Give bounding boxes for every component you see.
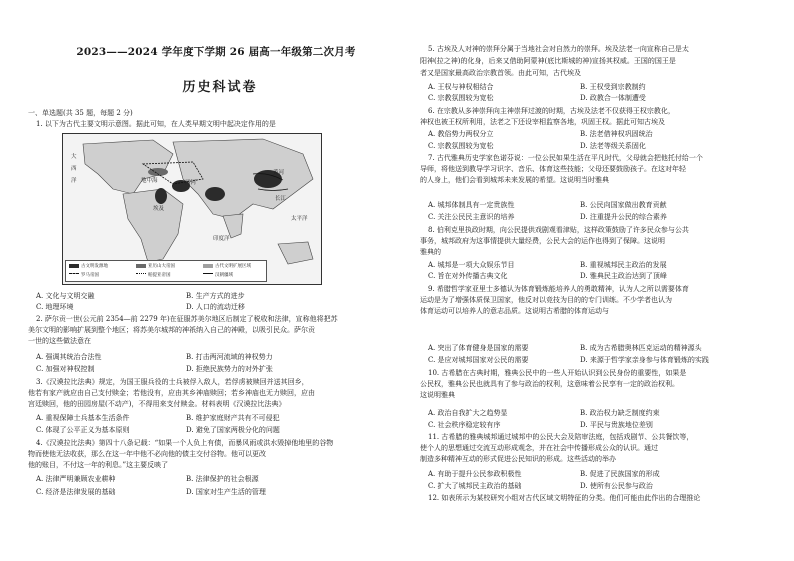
q3-line-1: 3.《汉谟拉比法典》规定，为国王服兵役的士兵被俘入敌人，若俘虏被赎回并送其回乡， (36, 378, 309, 386)
q7-option-c: C. 关注公民民主意识的培养 (428, 213, 515, 221)
q10-line-3: 这说明雅典 (420, 391, 455, 399)
map-label-atlantic-3: 洋 (71, 178, 77, 184)
q5-option-d: D. 政教合一体制遭受 (580, 94, 646, 102)
q2-line-3: 一世的这些做法意在 (28, 337, 91, 345)
q10-line-1: 10. 古希腊在古典时期，雅典公民中的一些人开始认识到公民身份的重要性，如果是 (428, 369, 687, 377)
q7-option-d: D. 注重提升公民的综合素养 (580, 213, 667, 221)
q10-option-b: B. 政治权力缺乏制度约束 (580, 409, 660, 417)
q5-line-3: 者又是国家最高政治宗教首领。由此可知，古代埃及 (420, 69, 581, 77)
q6-line-2: 神权也被王权所利用，法老之下还设宰相监察各地，巩固王权。据此可知古埃及 (420, 118, 665, 126)
q8-option-a: A. 城邦是一项大众娱乐节目 (428, 261, 515, 269)
q3-option-a: A. 重视保障士兵基本生活条件 (36, 414, 130, 422)
q6-line-1: 6. 在宗教从多神崇拜向主神崇拜过渡的时期，古埃及法老不仅获得王权宗教化， (428, 107, 675, 115)
q1-option-d: D. 人口的流动迁移 (186, 303, 245, 311)
q9-option-b: B. 成为古希腊奥林匹克运动的精神源头 (580, 344, 702, 352)
q7-line-2: 导师，将他送到教导学习识字、音乐、体育这些技能；父母还要鼓励孩子。在这对年轻 (420, 165, 686, 173)
q5-option-b: B. 王权受到宗教制约 (580, 83, 646, 91)
q12-stem: 12. 如表所示为某校研究小组对古代区域文明特征的分类。他们可能由此作出的合理推论 (428, 494, 701, 502)
q9-line-2: 运动是为了增强体质保卫国家，他反对以竞技为目的的专门训练。不少学者也认为 (420, 296, 672, 304)
q7-line-3: 的人身上，他们会看到城邦未来发展的希望。这说明当时雅典 (420, 176, 609, 184)
map-label-pacific: 太平洋 (291, 216, 308, 222)
q2-option-c: C. 加强对神权控制 (36, 365, 95, 373)
map-label-mesopotamia: 两河 (185, 180, 197, 186)
map-label-indian-ocean: 印度洋 (213, 236, 230, 242)
q9-option-c: C. 是应对城邦国家对公民的需要 (428, 356, 529, 364)
q11-option-d: D. 使所有公民参与政治 (580, 482, 653, 490)
exam-header: 2023——2024 学年度下学期 26 届高一年级第二次月考 (76, 46, 356, 58)
q8-line-1: 8. 伯利克里执政时期，向公民提供戏剧观看津贴，这样政策鼓励了许多民众参与公共 (428, 226, 689, 234)
map-label-yangtze: 长江 (275, 196, 287, 202)
q11-option-a: A. 有助于提升公民参政积极性 (428, 470, 522, 478)
q6-option-d: D. 法老等级关系固化 (580, 142, 646, 150)
q8-option-b: B. 重视城邦民主政治的发展 (580, 261, 667, 269)
q4-option-a: A. 法律严明兼顾农业耕种 (36, 475, 116, 483)
q10-option-d: D. 平民与贵族地位差别 (580, 421, 653, 429)
q2-line-2: 美尔文明的影响扩展到整个地区；将苏美尔城邦的神祇纳入自己的神殿，以吸引民众。萨尔贡 (28, 326, 315, 334)
q10-option-a: A. 政治自我扩大之趋势显 (428, 409, 508, 417)
q10-option-c: C. 社会秩序稳定较有序 (428, 421, 501, 429)
q4-option-d: D. 国家对生产生活的管理 (186, 488, 266, 496)
q5-line-1: 5. 古埃及人对神的崇拜分属于当地社会对自然力的崇拜。埃及法老一向宣称自己是太 (428, 45, 689, 53)
map-label-mediterranean: 地中海 (141, 178, 158, 184)
legend-item-3: 古代文明扩展区域 (203, 263, 251, 269)
q5-option-c: C. 宗教氛围较为宽松 (428, 94, 494, 102)
map-label-yellow-river: 黄河 (273, 170, 285, 176)
q2-line-1: 2. 萨尔贡一世(公元前 2354—前 2279 年)在征服苏美尔地区后制定了税收和法律，宣称他将把苏 (36, 315, 338, 323)
q6-option-b: B. 法老借神权巩固统治 (580, 130, 653, 138)
q6-option-a: A. 教俗势力两权分立 (428, 130, 494, 138)
q4-option-c: C. 经济是法律发展的基础 (36, 488, 116, 496)
q7-option-b: B. 公民向国家做出教育贡献 (580, 201, 667, 209)
q9-line-3: 体育运动可以培养人的意志品质。这说明古希腊的体育运动与 (420, 307, 609, 315)
section-heading: 一、单选题(共 35 题，每题 2 分) (28, 109, 133, 117)
egypt-zone (155, 188, 167, 204)
q9-line-1: 9. 希腊哲学家亚里士多德认为体育锻炼能培养人的勇敢精神，认为人之所以需要体育 (428, 285, 689, 293)
q7-option-a: A. 城邦体制具有一定贵族性 (428, 201, 515, 209)
indus-zone (205, 187, 225, 201)
exam-title: 历史科试卷 (182, 80, 258, 95)
q8-option-c: C. 旨在对外传播古典文化 (428, 272, 508, 280)
q11-option-c: C. 扩大了城邦民主政治的基础 (428, 482, 522, 490)
q5-line-2: 阳神(拉之神)的化身，后来又借助阿蒙神(底比斯城的神)宣扬其权威。王国的国王是 (420, 57, 676, 65)
q3-option-b: B. 维护家庭财产共有不可侵犯 (186, 414, 280, 422)
legend-item-2: 亚历山大帝国 (136, 263, 175, 269)
q2-option-d: D. 拒绝民族势力的对外扩张 (186, 365, 273, 373)
map-label-egypt: 埃及 (153, 206, 165, 212)
q4-line-1: 4.《汉谟拉比法典》第四十八条记载：“如果一个人负上有债，而暴风雨或洪水毁掉他地里的谷物 (36, 439, 334, 447)
q11-line-3: 制造多种精神互动的形式促进公民知识的形成。这些活动的举办 (420, 455, 616, 463)
q4-line-3: 他的账目，不付这一年的利息。”这主要反映了 (28, 461, 169, 469)
map-label-atlantic-2: 西 (71, 166, 77, 172)
q11-option-b: B. 促进了民族国家的形成 (580, 470, 660, 478)
q4-line-2: 物而使他无法收获，那么在这一年中他不必向他的债主交付谷物。他可以更改 (28, 450, 266, 458)
q11-line-1: 11. 古希腊的雅典城邦通过城邦中的公民大会及陪审法庭，包括戏剧节、公共餐饮等， (428, 433, 694, 441)
legend-item-1: 古文明发源地 (69, 263, 108, 269)
q11-line-2: 使个人的思想通过交流互动形成观念，并在社会中传播形成公众的认识。通过 (420, 444, 658, 452)
legend-item-4: 罗马帝国 (69, 272, 99, 278)
q8-line-2: 事务，城邦政府为这事情提供大量经费，公民大会的运作也得到了保障。这说明 (420, 237, 665, 245)
q9-option-a: A. 突出了体育健身是国家的需要 (428, 344, 529, 352)
map-legend (65, 260, 267, 282)
q10-line-2: 公民权，雅典公民也就具有了参与政治的权利，这意味着公民享有一定的政治权利。 (420, 380, 679, 388)
q4-option-b: B. 法律保护的社会根源 (186, 475, 259, 483)
q1-option-b: B. 生产方式的进步 (186, 292, 245, 300)
q1-option-a: A. 文化与文明交融 (36, 292, 95, 300)
q2-option-b: B. 打击两河流域的神权势力 (186, 353, 273, 361)
q3-line-3: 宫廷赎回，他的田园房屋(不动产)，不得用来支付赎金。材料表明《汉谟拉比法典》 (28, 400, 286, 408)
q8-line-3: 雅典的 (420, 248, 441, 256)
q1-stem: 1. 以下为古代主要文明示意图。据此可知，在人类早期文明中起决定作用的是 (36, 120, 276, 128)
q3-option-c: C. 体现了公平正义为基本原则 (36, 426, 130, 434)
q3-line-2: 他若有家产就应由自己支付赎金；若他没有，应由其乡神庙赎回；若乡神庙也无力赎回，应由 (28, 389, 315, 397)
q6-option-c: C. 宗教氛围较为宽松 (428, 142, 494, 150)
legend-item-5: 帕提亚帝国 (136, 272, 171, 278)
q1-option-c: C. 地理环境 (36, 303, 74, 311)
q9-option-d: D. 来源于哲学家亲身参与体育锻炼的实践 (580, 356, 709, 364)
q2-option-a: A. 强调其统治合法性 (36, 353, 102, 361)
q8-option-d: D. 雅典民主政治达到了顶峰 (580, 272, 667, 280)
q5-option-a: A. 王权与神权相结合 (428, 83, 494, 91)
ancient-civilizations-map (62, 133, 322, 285)
map-label-atlantic-1: 大 (71, 154, 77, 160)
legend-item-6: 汉朝疆域 (203, 272, 233, 278)
q3-option-d: D. 避免了国家两极分化的问题 (186, 426, 280, 434)
q7-line-1: 7. 古代雅典历史学家色诺芬说：一位公民如果生活在平凡时代，父母就会把他托付给一个 (428, 154, 703, 162)
